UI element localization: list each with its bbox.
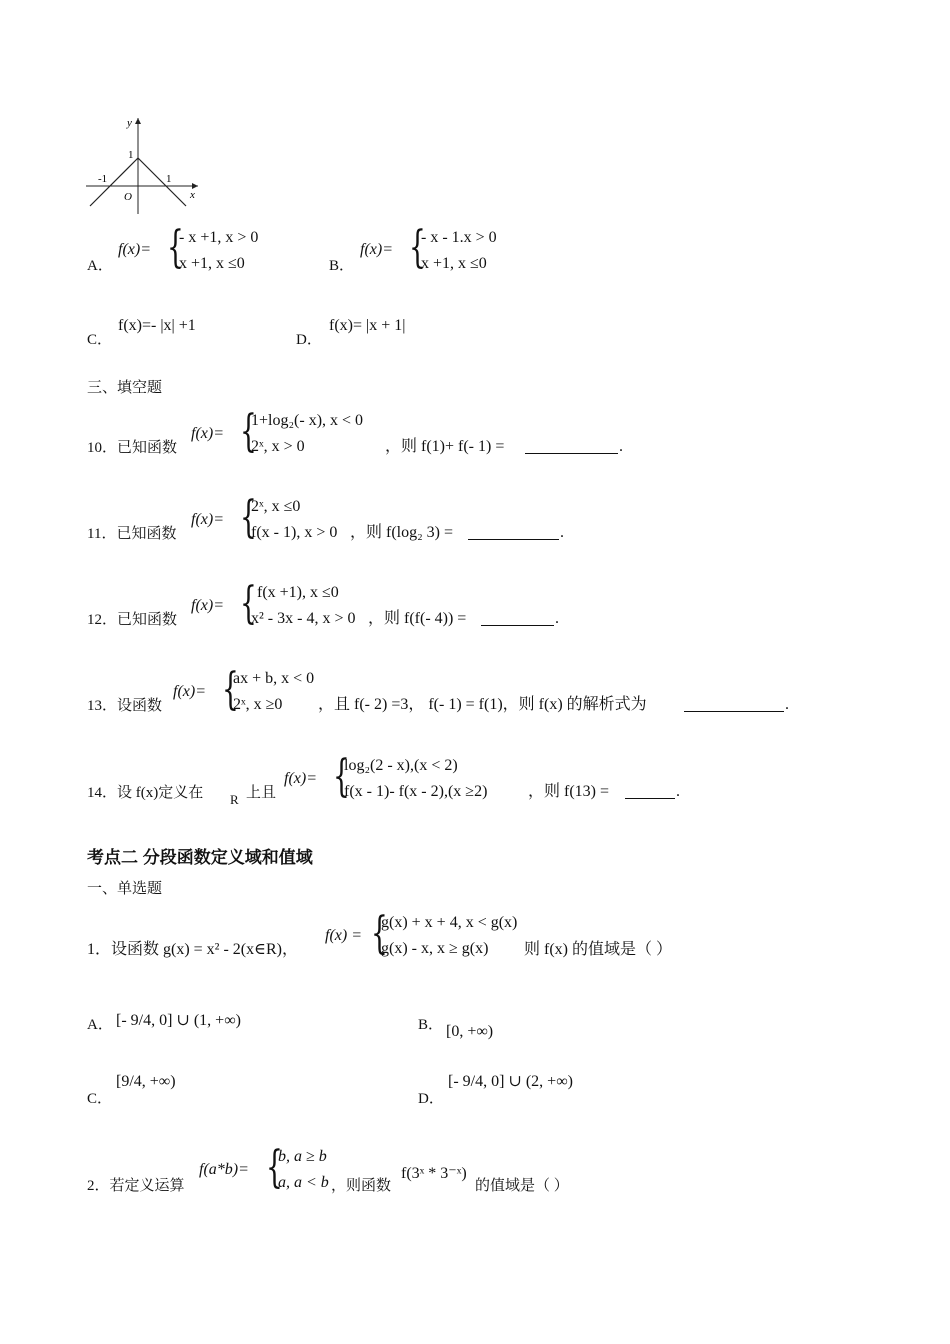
q9-option-b-label: B． — [329, 258, 355, 274]
q11-lhs: f(x)= — [191, 511, 224, 528]
p2-row1: b, a ≥ b — [278, 1148, 327, 1165]
q13-row2: 2ˣ, x ≥0 — [233, 696, 283, 713]
q12-row1: f(x +1), x ≤0 — [257, 584, 339, 601]
q10-period: . — [619, 438, 623, 455]
q14-row2: f(x - 1)- f(x - 2),(x ≥2) — [344, 783, 488, 800]
q12-lhs: f(x)= — [191, 597, 224, 614]
q14-row1: log₂(2 - x),(x < 2) — [344, 757, 458, 774]
q10-row1: 1+log₂(- x), x < 0 — [251, 412, 364, 429]
q9-option-c-label: C． — [87, 332, 113, 348]
p1-option-d-label: D． — [418, 1091, 444, 1107]
section-single-choice-heading: 一、单选题 — [87, 881, 163, 897]
q13-period: . — [785, 696, 789, 713]
q9-option-a-lhs: f(x)= — [118, 241, 151, 258]
graph-one-y: 1 — [128, 149, 134, 161]
q14-answer-blank[interactable] — [625, 782, 675, 799]
p2-row2: a, a < b — [278, 1174, 329, 1191]
q11-prefix: 11．已知函数 — [87, 526, 177, 542]
piecewise-graph — [80, 112, 205, 217]
q9-option-a-row2: x +1, x ≤0 — [179, 255, 245, 272]
p1-lhs: f(x) = — [325, 927, 362, 944]
q14-mid: 上且 — [246, 785, 277, 801]
q10-answer-blank[interactable] — [525, 437, 618, 454]
q10-prefix: 10．已知函数 — [87, 440, 178, 456]
q9-b-brace: { — [409, 222, 426, 273]
q11-answer-blank[interactable] — [468, 523, 559, 540]
q11-row1: 2ˣ, x ≤0 — [251, 498, 301, 515]
p1-option-b-label: B． — [418, 1017, 444, 1033]
graph-one-x: 1 — [166, 173, 172, 185]
p1-option-c-label: C． — [87, 1091, 113, 1107]
p2-brace: { — [266, 1142, 283, 1193]
q11-period: . — [560, 524, 564, 541]
q12-period: . — [555, 610, 559, 627]
graph-x-label: x — [190, 189, 195, 201]
q9-option-a-label: A． — [87, 258, 113, 274]
q14-lhs: f(x)= — [284, 770, 317, 787]
p2-tail: 的值域是（ ） — [475, 1178, 569, 1194]
p1-option-d-expr: [- 9/4, 0] ∪ (2, +∞) — [448, 1073, 573, 1090]
p2-mid: ，则函数 — [331, 1178, 392, 1194]
q13-answer-blank[interactable] — [684, 695, 784, 712]
q14-R: R — [230, 792, 239, 807]
graph-neg-one: -1 — [98, 173, 108, 185]
q10-row2: 2ˣ, x > 0 — [251, 438, 305, 455]
p1-row2: g(x) - x, x ≥ g(x) — [381, 940, 489, 957]
p1-option-a-label: A． — [87, 1017, 113, 1033]
p1-option-b-expr: [0, +∞) — [446, 1023, 494, 1040]
q11-row2: f(x - 1), x > 0 — [251, 524, 338, 541]
p1-option-c-expr: [9/4, +∞) — [116, 1073, 176, 1090]
q13-row1: ax + b, x < 0 — [233, 670, 315, 687]
p1-tail: 则 f(x) 的值域是（ ） — [524, 941, 672, 958]
section-fill-blank-heading: 三、填空题 — [87, 380, 163, 396]
q13-brace: { — [222, 664, 239, 715]
q9-option-b-row1: - x - 1.x > 0 — [421, 229, 497, 246]
q13-tail: ，且 f(- 2) =3， f(- 1) = f(1)，则 f(x) 的解析式为 — [318, 696, 647, 713]
p1-prefix: 1．设函数 g(x) = x² - 2(x∈R)， — [87, 941, 298, 958]
q11-tail: ，则 f(log₂ 3) = — [350, 524, 454, 541]
q12-row2: x² - 3x - 4, x > 0 — [251, 610, 356, 627]
q9-a-brace: { — [167, 222, 184, 273]
q9-option-c-expr: f(x)=- |x| +1 — [118, 317, 196, 334]
q13-prefix: 13．设函数 — [87, 698, 163, 714]
q12-tail: ，则 f(f(- 4)) = — [368, 610, 467, 627]
p2-prefix: 2．若定义运算 — [87, 1178, 185, 1194]
q9-option-d-label: D． — [296, 332, 322, 348]
q13-lhs: f(x)= — [173, 683, 206, 700]
q10-brace: { — [240, 406, 257, 457]
graph-origin: O — [124, 191, 132, 203]
p2-lhs: f(a*b)= — [199, 1161, 249, 1178]
p1-brace: { — [371, 908, 388, 959]
q9-option-b-row2: x +1, x ≤0 — [421, 255, 487, 272]
p2-expr: f(3ˣ * 3⁻ˣ) — [401, 1165, 467, 1182]
q9-option-d-expr: f(x)= |x + 1| — [329, 317, 406, 334]
q11-brace: { — [240, 492, 257, 543]
q9-option-a-row1: - x +1, x > 0 — [179, 229, 259, 246]
q10-tail: ，则 f(1)+ f(- 1) = — [385, 438, 505, 455]
q12-answer-blank[interactable] — [481, 609, 554, 626]
topic2-heading: 考点二 分段函数定义域和值域 — [87, 848, 313, 867]
q12-brace: { — [240, 578, 257, 629]
q14-prefix: 14．设 f(x)定义在 — [87, 785, 204, 801]
q14-tail: ，则 f(13) = — [528, 783, 610, 800]
q14-brace: { — [333, 751, 350, 802]
q12-prefix: 12．已知函数 — [87, 612, 178, 628]
p1-row1: g(x) + x + 4, x < g(x) — [381, 914, 518, 931]
q10-lhs: f(x)= — [191, 425, 224, 442]
q9-option-b-lhs: f(x)= — [360, 241, 393, 258]
graph-y-label: y — [127, 117, 132, 129]
q14-period: . — [676, 783, 680, 800]
p1-option-a-expr: [- 9/4, 0] ∪ (1, +∞) — [116, 1012, 241, 1029]
